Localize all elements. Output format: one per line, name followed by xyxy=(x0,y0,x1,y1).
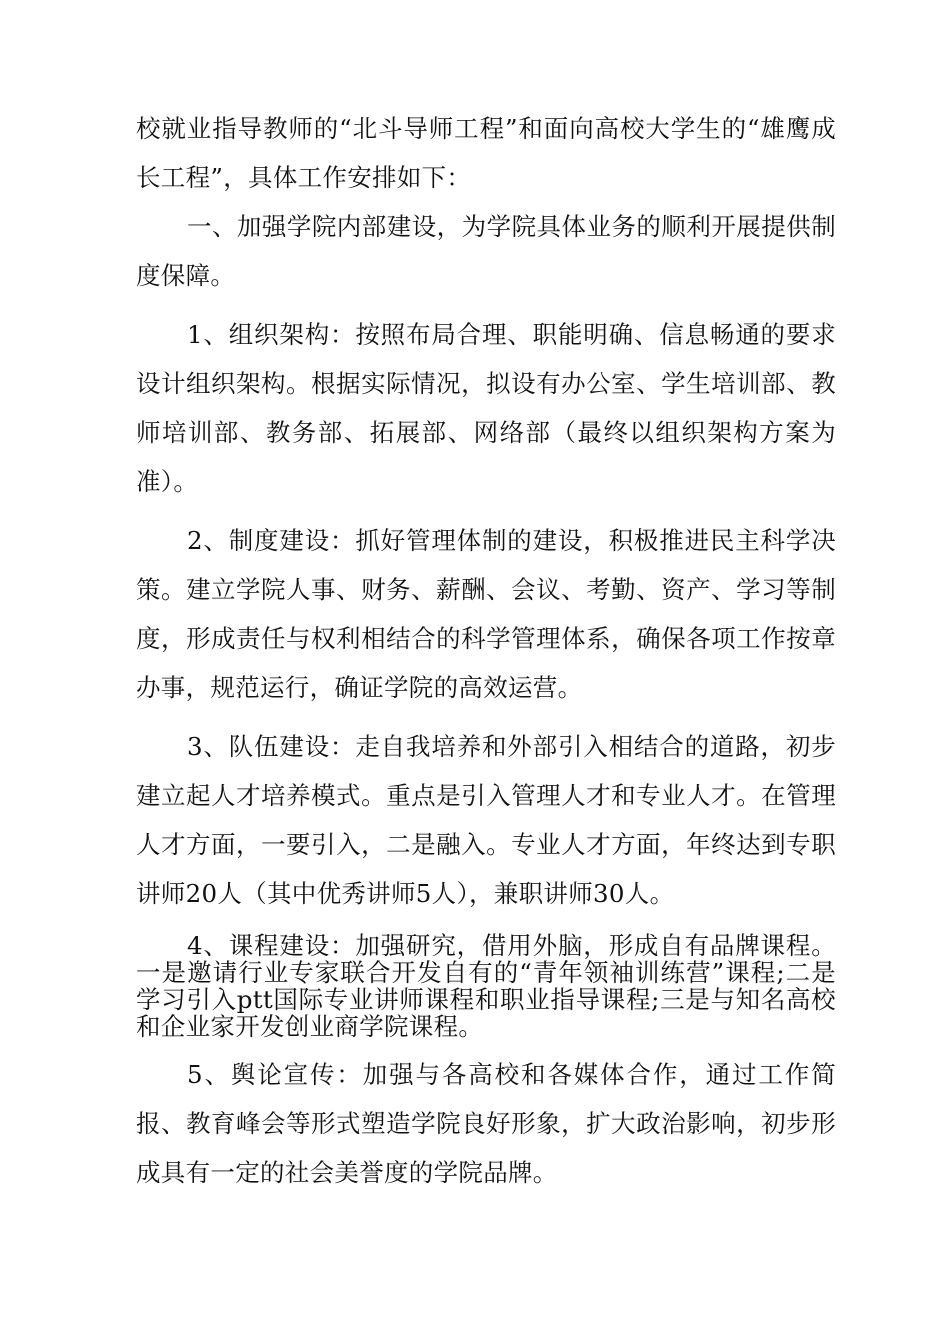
paragraph-system-building: 2、制度建设：抓好管理体制的建设，积极推进民主科学决策。建立学院人事、财务、薪酬、会议、考勤、资产、学习等制度，形成责任与权利相结合的科学管理体系，确保各项工作按章办事，规范运行，确证学院的高效运营。 xyxy=(136,526,836,702)
paragraph-organization-structure: 1、组织架构：按照布局合理、职能明确、信息畅通的要求设计组织架构。根据实际情况，拟设有办公室、学生培训部、教师培训部、教务部、拓展部、网络部（最终以组织架构方案为准）。 xyxy=(136,320,836,496)
paragraph-publicity: 5、舆论宣传：加强与各高校和各媒体合作，通过工作简报、教育峰会等形式塑造学院良好形象，扩大政治影响，初步形成具有一定的社会美誉度的学院品牌。 xyxy=(136,1060,836,1187)
paragraph-intro-continuation: 校就业指导教师的“北斗导师工程”和面向高校大学生的“雄鹰成长工程”，具体工作安排如下： xyxy=(136,114,836,192)
paragraph-section-one-heading: 一、加强学院内部建设，为学院具体业务的顺利开展提供制度保障。 xyxy=(136,212,836,290)
paragraph-team-building: 3、队伍建设：走自我培养和外部引入相结合的道路，初步建立起人才培养模式。重点是引入管理人才和专业人才。在管理人才方面，一要引入，二是融入。专业人才方面，年终达到专职讲师20人（其中优秀讲师5人），兼职讲师30人。 xyxy=(136,732,836,908)
document-body xyxy=(136,104,836,1197)
paragraph-course-building: 4、课程建设：加强研究，借用外脑，形成自有品牌课程。一是邀请行业专家联合开发自有的“青年领袖训练营”课程;二是学习引入ptt国际专业讲师课程和职业指导课程;三是与知名高校和企业家开发创业商学院课程。 xyxy=(136,931,836,1041)
